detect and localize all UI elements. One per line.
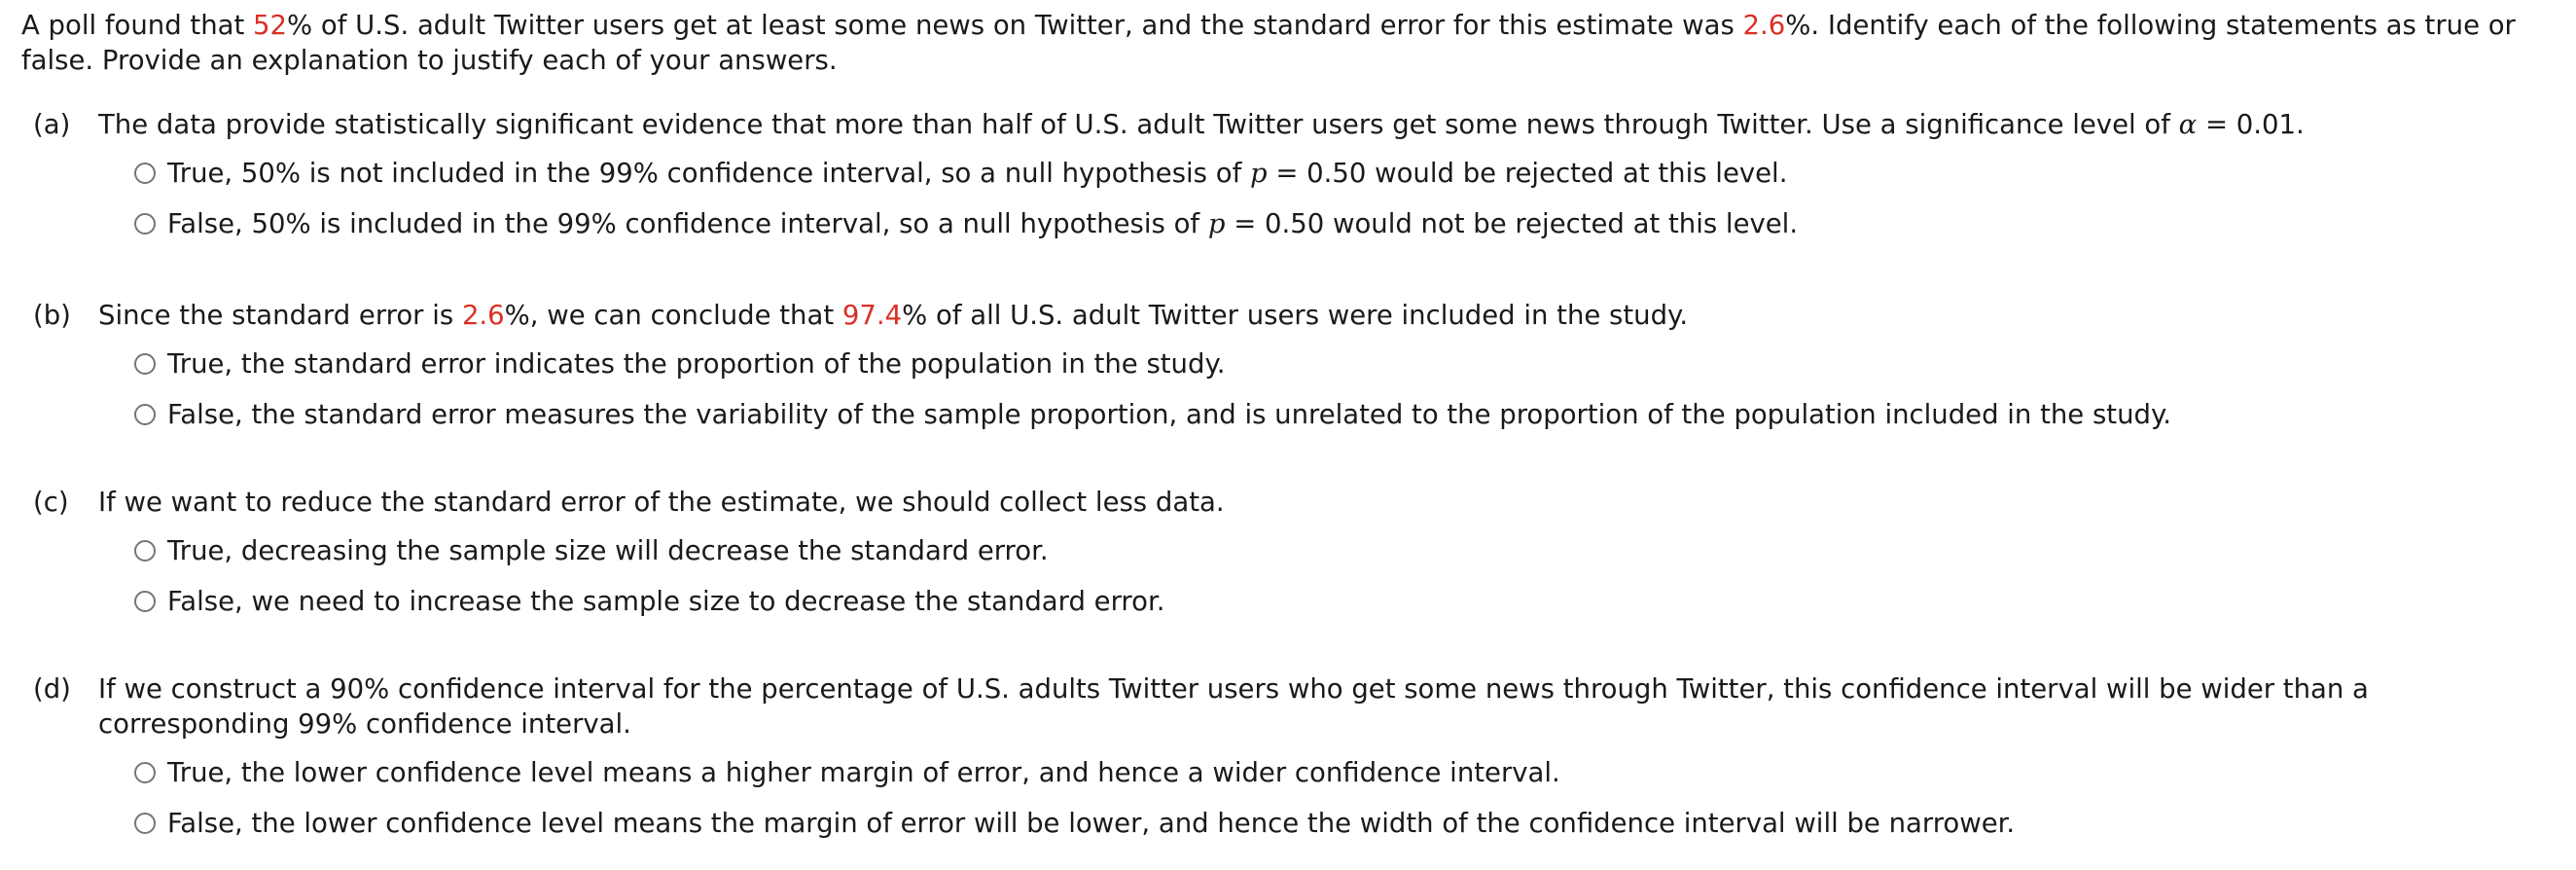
radio-a-true[interactable] (134, 163, 156, 184)
question-c (33, 485, 2553, 619)
radio-d-true[interactable] (134, 762, 156, 783)
question-b-text: Since the standard error is 2.6%, we can conclude that 97.4% of all U.S. adult Twitter users were included in the study. (98, 300, 1689, 331)
radio-c-false[interactable] (134, 591, 156, 612)
radio-a-false[interactable] (134, 213, 156, 235)
question-d-text: If we construct a 90% confidence interval for the percentage of U.S. adults Twitter users who get some news through Twitter, this confidence interval will be wider than a corresponding 99% confidence interval. (98, 673, 2369, 740)
alpha-symbol: α (2178, 109, 2198, 140)
question-d-letter: (d) (33, 673, 71, 705)
option-d-false[interactable] (134, 806, 2553, 841)
option-b-true-label: True, the standard error indicates the proportion of the population in the study. (167, 348, 1226, 380)
option-a-false[interactable] (134, 206, 2553, 241)
option-d-true-label: True, the lower confidence level means a higher margin of error, and hence a wider confidence interval. (167, 757, 1560, 788)
radio-b-false[interactable] (134, 404, 156, 425)
option-b-true[interactable] (134, 346, 2553, 381)
option-c-true[interactable] (134, 533, 2553, 568)
option-c-false[interactable] (134, 584, 2553, 619)
intro-percent: 52 (253, 10, 288, 41)
question-a-text: The data provide statistically significant evidence that more than half of U.S. adult Twitter users get some news through Twitter. Use a significance level of α = 0.01. (98, 109, 2305, 140)
option-c-false-label: False, we need to increase the sample size to decrease the standard error. (167, 586, 1165, 617)
question-a (33, 107, 2553, 241)
question-d (33, 671, 2553, 841)
question-b-percent: 97.4 (841, 300, 903, 331)
radio-c-true[interactable] (134, 540, 156, 562)
intro-text-2: % of U.S. adult Twitter users get at least some news on Twitter, and the standard error for this estimate was (287, 10, 1743, 41)
question-c-text: If we want to reduce the standard error of the estimate, we should collect less data. (98, 487, 1225, 518)
problem-intro (21, 8, 2551, 78)
radio-d-false[interactable] (134, 813, 156, 834)
option-d-true[interactable] (134, 755, 2553, 790)
question-a-letter: (a) (33, 109, 71, 140)
option-a-false-label: False, 50% is included in the 99% confidence interval, so a null hypothesis of p = 0.50 would not be rejected at this level. (167, 208, 1799, 239)
question-b-letter: (b) (33, 300, 71, 331)
intro-standard-error: 2.6 (1742, 10, 1786, 41)
option-a-true[interactable] (134, 156, 2553, 191)
question-c-letter: (c) (33, 487, 69, 518)
option-b-false[interactable] (134, 397, 2553, 432)
option-d-false-label: False, the lower confidence level means the margin of error will be lower, and hence the width of the confidence interval will be narrower. (167, 808, 2016, 839)
option-a-true-label: True, 50% is not included in the 99% confidence interval, so a null hypothesis of p = 0.50 would be rejected at this level. (167, 158, 1788, 189)
radio-b-true[interactable] (134, 353, 156, 375)
question-b-se: 2.6 (461, 300, 505, 331)
option-c-true-label: True, decreasing the sample size will decrease the standard error. (167, 535, 1049, 566)
intro-text-3: %. Identify each of the following statements as true or false. Provide an explanation to justify each of your answers. (21, 10, 2516, 76)
option-b-false-label: False, the standard error measures the variability of the sample proportion, and is unrelated to the proportion of the population included in the study. (167, 399, 2172, 430)
question-b (33, 298, 2553, 432)
intro-text-1: A poll found that (21, 10, 254, 41)
